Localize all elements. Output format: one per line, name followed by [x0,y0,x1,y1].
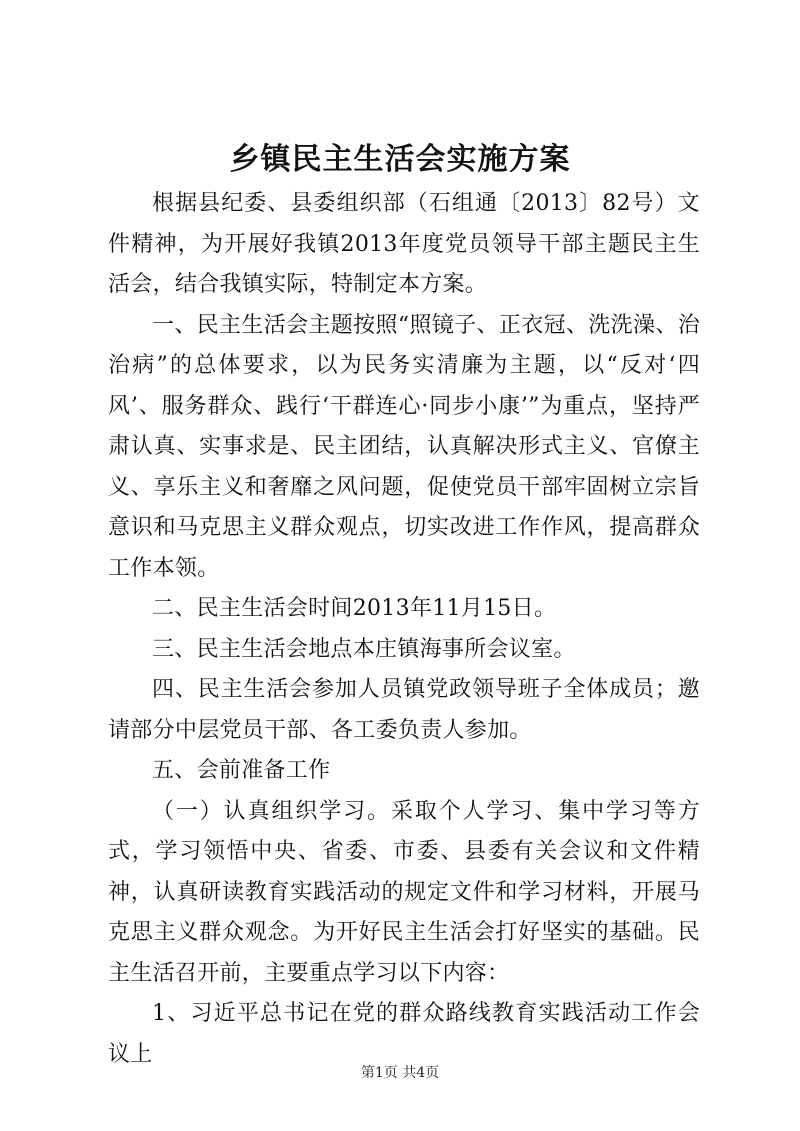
paragraph-theme: 一、民主生活会主题按照“照镜子、正衣冠、洗洗澡、治治病”的总体要求，以为民务实清廉为主题，以“反对‘四风’、服务群众、践行‘干群连心·同步小康’”为重点，坚持严肃认真、实事求是、民主团结，认真解决形式主义、官僚主义、享乐主义和奢靡之风问题，促使党员干部牢固树立宗旨意识和马克思主义群众观点，切实改进工作作风，提高群众工作本领。 [108,312,700,581]
document-title: 乡镇民主生活会实施方案 [229,142,571,177]
page-footer: 第1页 共4页 [360,1065,440,1081]
paragraph-study: （一）认真组织学习。采取个人学习、集中学习等方式，学习领悟中央、省委、市委、县委有关会议和文件精神，认真研读教育实践活动的规定文件和学习材料，开展马克思主义群众观念。为开好民主生活会打好坚实的基础。民主生活召开前，主要重点学习以下内容： [108,798,700,986]
paragraph-intro: 根据县纪委、县委组织部（石组通〔2013〕82号）文件精神，为开展好我镇2013年度党员领导干部主题民主生活会，结合我镇实际，特制定本方案。 [108,191,700,297]
paragraph-preparation-heading: 五、会前准备工作 [152,758,331,783]
paragraph-item-1: 1、习近平总书记在党的群众路线教育实践活动工作会议上 [108,1001,700,1067]
paragraph-attendees: 四、民主生活会参加人员镇党政领导班子全体成员；邀请部分中层党员干部、各工委负责人参加。 [108,677,700,743]
paragraph-location: 三、民主生活会地点本庄镇海事所会议室。 [152,636,576,662]
document-body [108,184,700,1075]
paragraph-time: 二、民主生活会时间2013年11月15日。 [152,596,557,621]
